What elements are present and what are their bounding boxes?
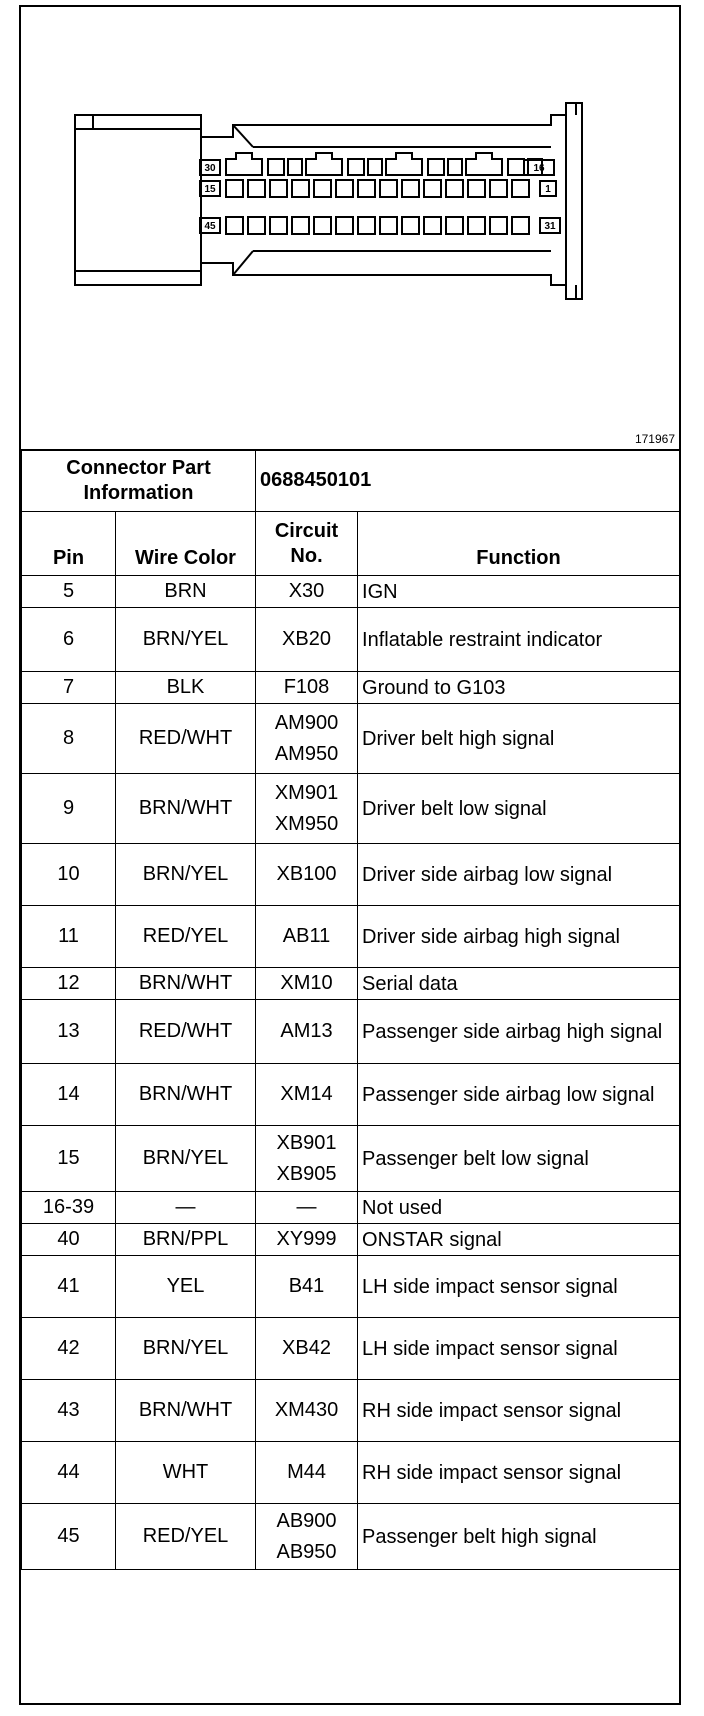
- circuit-cell: [256, 1442, 358, 1504]
- table-row: [22, 1504, 680, 1570]
- pin-cell: 9: [62, 797, 75, 819]
- pin-cavity: [490, 180, 507, 197]
- circuit-number: XB901: [276, 1131, 337, 1154]
- pin-cavity: [468, 180, 485, 197]
- circuit-cell: [256, 1064, 358, 1126]
- wire-color-cell: BLK: [166, 676, 205, 698]
- function-cell: ONSTAR signal: [362, 1228, 502, 1251]
- pin-cell: 16-39: [42, 1196, 95, 1218]
- pin-cavity: [358, 217, 375, 234]
- circuit-header: Circuit No.: [274, 519, 339, 567]
- connector-part-label: Connector Part Information: [66, 456, 211, 504]
- table-row: [22, 608, 680, 672]
- circuit-cell: [256, 1256, 358, 1318]
- circuit-cell: [256, 844, 358, 906]
- wire-color-cell: BRN/YEL: [142, 1147, 229, 1169]
- function-cell: Driver belt high signal: [362, 727, 555, 750]
- pin-cavity: [292, 217, 309, 234]
- pin-cavity: [248, 180, 265, 197]
- pin-cavity: [468, 217, 485, 234]
- pin-cell: 45: [57, 1525, 80, 1547]
- table-row: [22, 968, 680, 1000]
- wire-color-cell: YEL: [166, 1275, 205, 1297]
- table-row: [22, 672, 680, 704]
- pinout-table: [21, 449, 680, 1570]
- circuit-cell: [256, 608, 358, 672]
- circuit-number: AM13: [280, 1020, 333, 1042]
- wire-color-header: Wire Color: [135, 547, 236, 569]
- function-cell: Passenger belt high signal: [362, 1525, 597, 1548]
- pin-label-45: 45: [204, 221, 216, 232]
- pin-cavity: [402, 180, 419, 197]
- pin-cavity: [314, 217, 331, 234]
- pin-cavity: [490, 217, 507, 234]
- circuit-cell: [256, 774, 358, 844]
- function-cell: Inflatable restraint indicator: [362, 628, 603, 651]
- pin-cell: 11: [58, 925, 79, 947]
- circuit-cell: [256, 576, 358, 608]
- circuit-number: XM901: [274, 781, 339, 804]
- pin-cavity: [348, 159, 364, 175]
- circuit-cell: [256, 1380, 358, 1442]
- connector-sheet: [19, 5, 681, 1705]
- table-row: [22, 576, 680, 608]
- pin-cell: 13: [57, 1020, 80, 1042]
- pin-cavity: [358, 180, 375, 197]
- wire-color-cell: BRN/WHT: [138, 972, 233, 994]
- circuit-number: —: [296, 1196, 317, 1218]
- circuit-number: XM14: [280, 1083, 333, 1105]
- circuit-number: AB11: [282, 925, 331, 947]
- pin-cavity: [306, 153, 342, 175]
- pin-label-1: 1: [545, 184, 551, 195]
- circuit-cell: [256, 1318, 358, 1380]
- function-cell: Serial data: [362, 972, 458, 995]
- table-row: [22, 1318, 680, 1380]
- pin-label-15: 15: [204, 184, 216, 195]
- function-cell: RH side impact sensor signal: [362, 1399, 622, 1422]
- function-cell: Passenger side airbag low signal: [362, 1083, 655, 1106]
- circuit-number: AB950: [276, 1540, 337, 1563]
- pin-cavity: [226, 217, 243, 234]
- circuit-cell: [256, 1504, 358, 1570]
- table-row: [22, 1192, 680, 1224]
- circuit-cell: [256, 704, 358, 774]
- wire-color-cell: RED/YEL: [142, 1525, 229, 1547]
- wire-color-cell: BRN/WHT: [138, 1083, 233, 1105]
- pin-cavity: [424, 180, 441, 197]
- pin-cavity: [336, 180, 353, 197]
- wire-color-cell: BRN/YEL: [142, 863, 229, 885]
- function-cell: Driver side airbag low signal: [362, 863, 613, 886]
- pin-cavity: [336, 217, 353, 234]
- function-header: Function: [476, 547, 561, 569]
- pin-cell: 14: [57, 1083, 80, 1105]
- wire-color-cell: RED/YEL: [142, 925, 229, 947]
- table-row: [22, 1064, 680, 1126]
- pin-cavity: [248, 217, 265, 234]
- table-row: [22, 1442, 680, 1504]
- wire-color-cell: WHT: [162, 1461, 209, 1483]
- wire-color-cell: RED/WHT: [138, 1020, 233, 1042]
- pin-cavity: [386, 153, 422, 175]
- pin-cell: 7: [62, 676, 75, 698]
- table-row: [22, 906, 680, 968]
- pin-cavity: [226, 180, 243, 197]
- pin-label-30: 30: [204, 163, 216, 174]
- pin-cavity: [270, 180, 287, 197]
- connector-part-row: [22, 450, 680, 512]
- function-cell: Passenger belt low signal: [362, 1147, 589, 1170]
- pin-label-16: 16: [533, 163, 545, 174]
- circuit-number: XM950: [274, 812, 339, 835]
- wire-color-cell: BRN/WHT: [138, 1399, 233, 1421]
- wire-color-cell: BRN/WHT: [138, 797, 233, 819]
- table-row: [22, 1000, 680, 1064]
- connector-drawing: [21, 7, 679, 449]
- pin-cavity: [288, 159, 302, 175]
- pin-cavity: [512, 217, 529, 234]
- circuit-number: XM430: [274, 1399, 339, 1421]
- circuit-cell: [256, 1192, 358, 1224]
- table-row: [22, 844, 680, 906]
- pin-cavity: [380, 180, 397, 197]
- pin-cavity: [428, 159, 444, 175]
- wire-color-cell: BRN/YEL: [142, 1337, 229, 1359]
- circuit-number: AM900: [274, 711, 339, 734]
- circuit-number: M44: [287, 1461, 326, 1483]
- wire-color-cell: —: [175, 1196, 196, 1218]
- pin-cell: 40: [57, 1228, 80, 1250]
- connector-part-number: 0688450101: [260, 469, 372, 491]
- circuit-number: XB20: [282, 628, 331, 650]
- function-cell: Driver side airbag high signal: [362, 925, 620, 948]
- pin-cell: 43: [57, 1399, 80, 1421]
- wire-color-cell: BRN/PPL: [142, 1228, 229, 1250]
- circuit-number: B41: [288, 1275, 325, 1297]
- function-cell: Passenger side airbag high signal: [362, 1020, 663, 1043]
- pin-cavity: [268, 159, 284, 175]
- pin-cavity: [424, 217, 441, 234]
- circuit-number: AM950: [274, 742, 339, 765]
- pin-cavity: [402, 217, 419, 234]
- pin-cavity: [448, 159, 462, 175]
- table-row: [22, 1224, 680, 1256]
- function-cell: LH side impact sensor signal: [362, 1337, 618, 1360]
- pin-cell: 15: [57, 1147, 80, 1169]
- circuit-cell: [256, 968, 358, 1000]
- circuit-number: X30: [288, 580, 325, 602]
- figure-id: 171967: [634, 432, 675, 446]
- pin-cavity: [270, 217, 287, 234]
- function-cell: RH side impact sensor signal: [362, 1461, 622, 1484]
- circuit-cell: [256, 906, 358, 968]
- pin-cell: 41: [57, 1275, 80, 1297]
- pin-cavity: [368, 159, 382, 175]
- function-cell: Not used: [362, 1196, 443, 1219]
- circuit-number: AB900: [276, 1509, 337, 1532]
- wire-color-cell: RED/WHT: [138, 727, 233, 749]
- table-row: [22, 1126, 680, 1192]
- pin-header: Pin: [52, 547, 85, 569]
- table-row: [22, 1380, 680, 1442]
- pin-cell: 12: [57, 972, 80, 994]
- pin-cavity: [314, 180, 331, 197]
- circuit-number: F108: [283, 676, 330, 698]
- pin-cell: 8: [62, 727, 75, 749]
- pin-cell: 5: [62, 580, 75, 602]
- pin-cavity: [508, 159, 524, 175]
- pin-cavity: [446, 217, 463, 234]
- circuit-cell: [256, 1000, 358, 1064]
- circuit-number: XM10: [280, 972, 333, 994]
- pin-cavity: [226, 153, 262, 175]
- table-header: [22, 512, 680, 576]
- function-cell: IGN: [362, 580, 398, 603]
- wire-color-cell: BRN: [164, 580, 207, 602]
- pin-cavity: [466, 153, 502, 175]
- circuit-cell: [256, 1126, 358, 1192]
- table-row: [22, 774, 680, 844]
- pin-cavity: [380, 217, 397, 234]
- table-row: [22, 704, 680, 774]
- circuit-number: XB42: [282, 1337, 331, 1359]
- pin-cell: 10: [57, 863, 80, 885]
- circuit-cell: [256, 1224, 358, 1256]
- circuit-cell: [256, 672, 358, 704]
- circuit-number: XB905: [276, 1162, 337, 1185]
- table-row: [22, 1256, 680, 1318]
- connector-diagram: [21, 7, 679, 451]
- pin-label-31: 31: [544, 221, 556, 232]
- circuit-number: XB100: [276, 863, 337, 885]
- pin-cell: 42: [57, 1337, 80, 1359]
- function-cell: LH side impact sensor signal: [362, 1275, 618, 1298]
- pin-cell: 6: [62, 628, 75, 650]
- pin-cavity: [446, 180, 463, 197]
- circuit-number: XY999: [276, 1228, 337, 1250]
- pin-cavity: [292, 180, 309, 197]
- function-cell: Driver belt low signal: [362, 797, 547, 820]
- function-cell: Ground to G103: [362, 676, 506, 699]
- pin-cell: 44: [57, 1461, 80, 1483]
- wire-color-cell: BRN/YEL: [142, 628, 229, 650]
- pin-cavity: [512, 180, 529, 197]
